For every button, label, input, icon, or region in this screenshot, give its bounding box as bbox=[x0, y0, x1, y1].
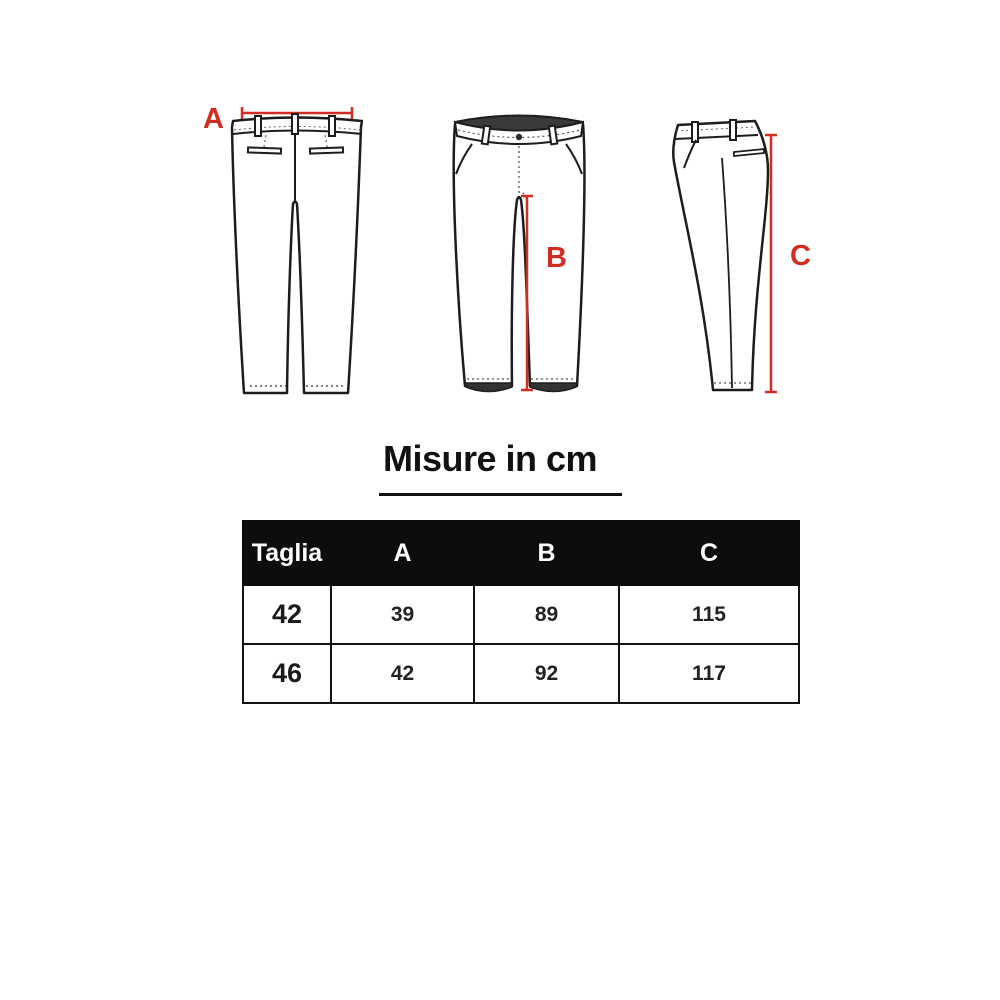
measure-label-c: C bbox=[790, 240, 811, 272]
cell-b: 92 bbox=[474, 644, 619, 703]
header-c: C bbox=[619, 521, 799, 585]
cell-c: 117 bbox=[619, 644, 799, 703]
table-row bbox=[243, 644, 799, 703]
table-row bbox=[243, 585, 799, 644]
page-title: Misure in cm bbox=[382, 438, 598, 479]
measure-label-a: A bbox=[203, 103, 224, 135]
pants-side-view-drawing bbox=[650, 106, 782, 396]
cell-a: 39 bbox=[331, 585, 474, 644]
cell-size: 42 bbox=[243, 585, 331, 644]
header-b: B bbox=[474, 521, 619, 585]
pants-outline bbox=[232, 118, 362, 394]
cell-b: 89 bbox=[474, 585, 619, 644]
cell-c: 115 bbox=[619, 585, 799, 644]
cell-size: 46 bbox=[243, 644, 331, 703]
pants-front-view-drawing bbox=[450, 106, 590, 396]
waist-button bbox=[516, 134, 522, 140]
header-taglia: Taglia bbox=[243, 521, 331, 585]
header-a: A bbox=[331, 521, 474, 585]
table-header-row bbox=[243, 521, 799, 585]
size-table bbox=[242, 520, 800, 704]
pants-back-view-drawing bbox=[228, 103, 363, 398]
title-underline bbox=[379, 493, 622, 496]
measure-label-b: B bbox=[546, 242, 567, 274]
cell-a: 42 bbox=[331, 644, 474, 703]
